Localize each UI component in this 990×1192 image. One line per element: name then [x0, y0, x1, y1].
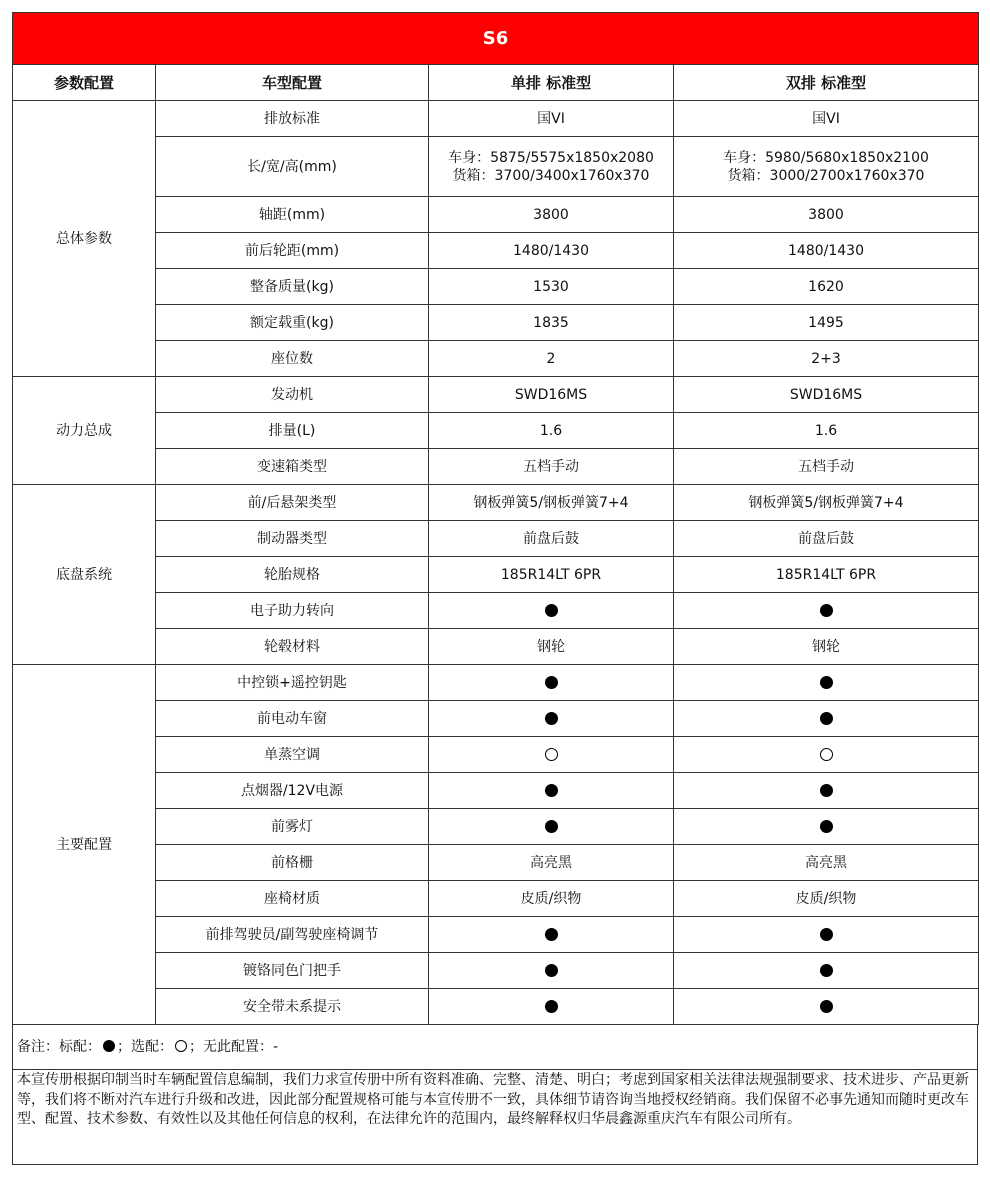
- single-row-value: 高亮黑: [429, 845, 674, 881]
- double-row-value: [674, 665, 979, 701]
- row-label: 前/后悬架类型: [156, 485, 429, 521]
- table-row: [13, 881, 979, 917]
- standard-dot-icon: [820, 964, 833, 977]
- single-row-value: [429, 665, 674, 701]
- legend-prefix: 备注：标配：: [17, 1039, 101, 1055]
- row-label: 座椅材质: [156, 881, 429, 917]
- table-row: [13, 737, 979, 773]
- row-label: 点烟器/12V电源: [156, 773, 429, 809]
- table-row: [13, 197, 979, 233]
- row-label: 前雾灯: [156, 809, 429, 845]
- double-row-value: [674, 989, 979, 1025]
- sheet-title: S6: [13, 13, 979, 65]
- optional-ring-icon: [545, 748, 558, 761]
- standard-dot-icon: [545, 928, 558, 941]
- table-row: [13, 809, 979, 845]
- single-row-value: 2: [429, 341, 674, 377]
- single-row-value: SWD16MS: [429, 377, 674, 413]
- table-row: [13, 233, 979, 269]
- table-row: [13, 953, 979, 989]
- single-row-value: [429, 137, 674, 197]
- table-row: [13, 341, 979, 377]
- double-row-value: SWD16MS: [674, 377, 979, 413]
- single-row-value: 皮质/织物: [429, 881, 674, 917]
- row-label: 前电动车窗: [156, 701, 429, 737]
- standard-dot-icon: [545, 1000, 558, 1013]
- disclaimer-text: 本宣传册根据印制当时车辆配置信息编制，我们力求宣传册中所有资料准确、完整、清楚、明白；考虑到国家相关法律法规强制要求、技术进步、产品更新等，我们将不断对汽车进行升级和改进，因此部分配置规格可能与本宣传册不一致，具体细节请咨询当地授权经销商。我们保留不必事先通知而随时更改车型、配置、技术参数、有效性以及其他任何信息的权利，在法律允许的范围内，最终解释权归华晨鑫源重庆汽车有限公司所有。: [12, 1070, 978, 1165]
- double-row-value: 1620: [674, 269, 979, 305]
- table-row: [13, 413, 979, 449]
- group-label: 底盘系统: [13, 485, 156, 665]
- single-row-value: 185R14LT 6PR: [429, 557, 674, 593]
- row-label: 前后轮距(mm): [156, 233, 429, 269]
- double-row-value: 3800: [674, 197, 979, 233]
- standard-dot-icon: [820, 820, 833, 833]
- table-row: [13, 557, 979, 593]
- double-row-value: [674, 737, 979, 773]
- header-param: 参数配置: [13, 65, 156, 101]
- single-row-value: 钢板弹簧5/钢板弹簧7+4: [429, 485, 674, 521]
- row-label: 电子助力转向: [156, 593, 429, 629]
- table-row: [13, 101, 979, 137]
- header-double-row: 双排 标准型: [674, 65, 979, 101]
- double-row-value: 五档手动: [674, 449, 979, 485]
- standard-dot-icon: [545, 784, 558, 797]
- single-row-value: 1.6: [429, 413, 674, 449]
- row-label: 中控锁+遥控钥匙: [156, 665, 429, 701]
- standard-dot-icon: [545, 964, 558, 977]
- single-row-value: 1530: [429, 269, 674, 305]
- double-row-value: [674, 773, 979, 809]
- table-row: [13, 593, 979, 629]
- double-row-value: 高亮黑: [674, 845, 979, 881]
- double-row-value: [674, 917, 979, 953]
- double-row-value: 1480/1430: [674, 233, 979, 269]
- table-row: [13, 629, 979, 665]
- row-label: 额定载重(kg): [156, 305, 429, 341]
- row-label: 排量(L): [156, 413, 429, 449]
- double-row-value: [674, 701, 979, 737]
- single-row-value: [429, 593, 674, 629]
- double-row-value: [674, 593, 979, 629]
- row-label: 轴距(mm): [156, 197, 429, 233]
- single-row-value: [429, 701, 674, 737]
- table-row: [13, 845, 979, 881]
- standard-dot-icon: [545, 604, 558, 617]
- single-row-value: 前盘后鼓: [429, 521, 674, 557]
- double-row-value: 国VI: [674, 101, 979, 137]
- group-label: 主要配置: [13, 665, 156, 1025]
- double-row-value: 前盘后鼓: [674, 521, 979, 557]
- group-label: 总体参数: [13, 101, 156, 377]
- double-row-value: 钢轮: [674, 629, 979, 665]
- single-row-value: [429, 989, 674, 1025]
- dimension-line: 车身：5980/5680x1850x2100: [723, 149, 929, 166]
- standard-dot-icon: [545, 712, 558, 725]
- standard-dot-icon: [820, 928, 833, 941]
- single-row-value: 钢轮: [429, 629, 674, 665]
- spec-sheet: [12, 12, 978, 1165]
- standard-dot-icon: [820, 676, 833, 689]
- table-row: [13, 701, 979, 737]
- table-row: [13, 989, 979, 1025]
- double-row-value: 1.6: [674, 413, 979, 449]
- table-row: [13, 521, 979, 557]
- row-label: 整备质量(kg): [156, 269, 429, 305]
- single-row-value: 1835: [429, 305, 674, 341]
- single-row-value: [429, 953, 674, 989]
- dimension-line: 货箱：3000/2700x1760x370: [727, 167, 925, 184]
- standard-dot-icon: [103, 1040, 115, 1052]
- legend-sep2: ；无此配置：-: [189, 1039, 279, 1055]
- header-model-config: 车型配置: [156, 65, 429, 101]
- double-row-value: 钢板弹簧5/钢板弹簧7+4: [674, 485, 979, 521]
- single-row-value: [429, 737, 674, 773]
- table-row: [13, 377, 979, 413]
- dimension-line: 货箱：3700/3400x1760x370: [452, 167, 650, 184]
- double-row-value: 皮质/织物: [674, 881, 979, 917]
- row-label: 制动器类型: [156, 521, 429, 557]
- single-row-value: 五档手动: [429, 449, 674, 485]
- single-row-value: 1480/1430: [429, 233, 674, 269]
- standard-dot-icon: [545, 676, 558, 689]
- single-row-value: [429, 773, 674, 809]
- optional-ring-icon: [175, 1040, 187, 1052]
- row-label: 前格栅: [156, 845, 429, 881]
- table-row: [13, 485, 979, 521]
- row-label: 前排驾驶员/副驾驶座椅调节: [156, 917, 429, 953]
- table-row: [13, 305, 979, 341]
- row-label: 单蒸空调: [156, 737, 429, 773]
- row-label: 长/宽/高(mm): [156, 137, 429, 197]
- double-row-value: [674, 953, 979, 989]
- table-row: [13, 773, 979, 809]
- double-row-value: [674, 137, 979, 197]
- row-label: 座位数: [156, 341, 429, 377]
- row-label: 变速箱类型: [156, 449, 429, 485]
- single-row-value: 3800: [429, 197, 674, 233]
- standard-dot-icon: [820, 712, 833, 725]
- row-label: 轮毂材料: [156, 629, 429, 665]
- double-row-value: 185R14LT 6PR: [674, 557, 979, 593]
- row-label: 安全带未系提示: [156, 989, 429, 1025]
- row-label: 镀铬同色门把手: [156, 953, 429, 989]
- group-label: 动力总成: [13, 377, 156, 485]
- standard-dot-icon: [820, 784, 833, 797]
- legend-sep1: ；选配：: [117, 1039, 173, 1055]
- table-row: [13, 269, 979, 305]
- single-row-value: [429, 809, 674, 845]
- single-row-value: [429, 917, 674, 953]
- standard-dot-icon: [820, 1000, 833, 1013]
- table-row: [13, 917, 979, 953]
- spec-table: [12, 12, 979, 1025]
- legend-note: [12, 1025, 978, 1070]
- row-label: 排放标准: [156, 101, 429, 137]
- standard-dot-icon: [545, 820, 558, 833]
- row-label: 发动机: [156, 377, 429, 413]
- table-row: [13, 665, 979, 701]
- double-row-value: [674, 809, 979, 845]
- dimension-line: 车身：5875/5575x1850x2080: [448, 149, 654, 166]
- standard-dot-icon: [820, 604, 833, 617]
- double-row-value: 2+3: [674, 341, 979, 377]
- table-row: [13, 449, 979, 485]
- single-row-value: 国VI: [429, 101, 674, 137]
- optional-ring-icon: [820, 748, 833, 761]
- header-single-row: 单排 标准型: [429, 65, 674, 101]
- row-label: 轮胎规格: [156, 557, 429, 593]
- double-row-value: 1495: [674, 305, 979, 341]
- table-row: [13, 137, 979, 197]
